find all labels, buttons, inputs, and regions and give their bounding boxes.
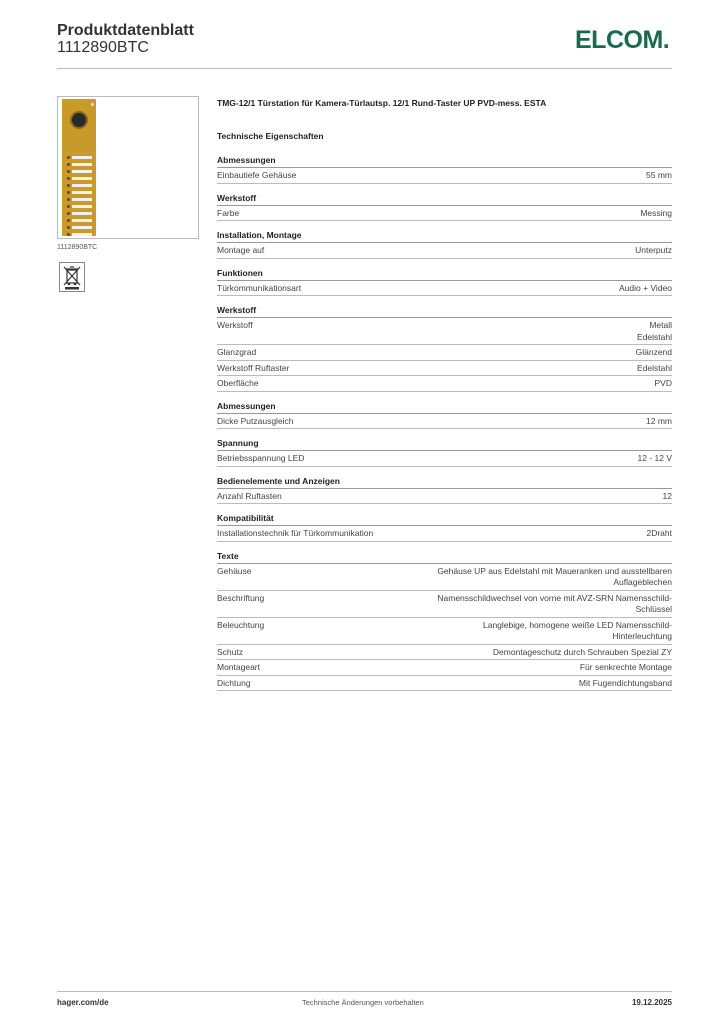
call-button <box>67 198 70 201</box>
name-label-rows <box>67 155 93 239</box>
call-button-row <box>67 176 93 181</box>
call-button <box>67 191 70 194</box>
spec-label: Schutz <box>217 646 243 657</box>
spec-row <box>217 451 672 467</box>
spec-row <box>217 564 672 591</box>
document-title: Produktdatenblatt <box>57 22 194 39</box>
name-label-slot <box>72 205 92 208</box>
spec-label: Montageart <box>217 662 260 672</box>
spec-group <box>217 551 672 692</box>
call-button-row <box>67 204 93 209</box>
spec-row <box>217 168 672 184</box>
header-divider <box>57 68 672 69</box>
spec-group <box>217 268 672 297</box>
name-label-slot <box>72 156 92 159</box>
call-button-row <box>67 218 93 223</box>
spec-group <box>217 476 672 505</box>
spec-group-title: Texte <box>217 551 672 564</box>
name-label-slot <box>72 219 92 222</box>
spec-group <box>217 155 672 184</box>
spec-value: 12 <box>662 490 672 501</box>
call-button-row <box>67 211 93 216</box>
spec-value: Mit Fugendichtungsband <box>578 677 672 688</box>
spec-label: Anzahl Ruftasten <box>217 490 282 501</box>
led-indicator <box>91 103 94 106</box>
footer-date: 19.12.2025 <box>631 998 672 1007</box>
spec-label: Installationstechnik für Türkommunikation <box>217 528 374 538</box>
call-button <box>67 163 70 166</box>
spec-row <box>217 618 672 645</box>
call-button <box>67 212 70 215</box>
spec-group-title: Kompatibilität <box>217 513 672 526</box>
spec-value: Unterputz <box>635 245 672 255</box>
spec-row <box>217 243 672 259</box>
spec-label: Dichtung <box>217 677 251 688</box>
spec-value: 2Draht <box>646 528 672 538</box>
spec-label: Beschriftung <box>217 592 265 603</box>
product-title: TMG-12/1 Türstation für Kamera-Türlautsp. 12/1 Rund-Taster UP PVD-mess. ESTA <box>217 98 547 108</box>
spec-row <box>217 676 672 692</box>
spec-group-title: Abmessungen <box>217 401 672 414</box>
spec-row <box>217 376 672 392</box>
spec-label: Beleuchtung <box>217 619 265 630</box>
spec-label: Glanzgrad <box>217 347 257 357</box>
call-button <box>67 226 70 229</box>
call-button-row <box>67 162 93 167</box>
call-button-row <box>67 190 93 195</box>
product-image <box>57 96 199 239</box>
spec-group-title: Abmessungen <box>217 155 672 168</box>
spec-value: Für senkrechte Montage <box>579 662 672 672</box>
name-label-slot <box>72 198 92 201</box>
spec-group-title: Funktionen <box>217 268 672 281</box>
name-label-slot <box>72 191 92 194</box>
door-station-plate <box>62 99 96 236</box>
spec-row <box>217 526 672 542</box>
spec-group <box>217 438 672 467</box>
spec-value: Metall Edelstahl <box>637 320 672 342</box>
name-label-slot <box>72 170 92 173</box>
spec-label: Werkstoff <box>217 320 253 330</box>
footer-note: Technische Änderungen vorbehalten <box>302 998 424 1007</box>
spec-label: Betriebsspannung LED <box>217 453 305 463</box>
spec-value: 12 - 12 V <box>637 453 672 463</box>
call-button-row <box>67 225 93 230</box>
spec-row <box>217 345 672 361</box>
spec-row <box>217 414 672 430</box>
spec-group-title: Werkstoff <box>217 193 672 206</box>
spec-table <box>217 155 672 700</box>
spec-value: Namensschildwechsel von vorne mit AVZ-SRN Namensschild- Schlüssel <box>437 592 672 614</box>
call-button <box>67 177 70 180</box>
spec-label: Türkommunikationsart <box>217 282 302 293</box>
spec-row <box>217 660 672 676</box>
spec-group-title: Werkstoff <box>217 305 672 318</box>
elcom-logo: ELCOM. <box>575 26 670 54</box>
spec-row <box>217 361 672 377</box>
spec-row <box>217 645 672 661</box>
spec-row <box>217 591 672 618</box>
spec-label: Werkstoff Ruftaster <box>217 362 290 373</box>
spec-group-title: Installation, Montage <box>217 230 672 243</box>
call-button-row <box>67 169 93 174</box>
spec-value: 55 mm <box>646 170 672 180</box>
spec-label: Einbautiefe Gehäuse <box>217 170 297 180</box>
spec-group-title: Spannung <box>217 438 672 451</box>
call-button <box>67 156 70 159</box>
spec-value: Langlebige, homogene weiße LED Namensschild- Hinterleuchtung <box>483 619 672 641</box>
spec-value: Audio + Video <box>618 282 672 293</box>
spec-value: Glänzend <box>635 347 672 357</box>
spec-group-title: Bedienelemente und Anzeigen <box>217 476 672 489</box>
camera-icon <box>70 111 88 129</box>
crossed-out-bin-icon <box>59 262 85 292</box>
spec-group <box>217 230 672 259</box>
spec-value: Gehäuse UP aus Edelstahl mit Maueranken und ausstellbaren Auflageblechen <box>437 565 672 587</box>
call-button-row <box>67 183 93 188</box>
name-label-slot <box>72 226 92 229</box>
spec-row <box>217 318 672 345</box>
call-button-row <box>67 197 93 202</box>
name-label-slot <box>72 177 92 180</box>
call-button <box>67 219 70 222</box>
footer-website: hager.com/de <box>57 998 109 1007</box>
spec-label: Farbe <box>217 207 240 218</box>
image-caption: 1112890BTC <box>57 244 98 251</box>
spec-row <box>217 281 672 297</box>
footer-divider <box>57 991 672 992</box>
spec-value: Edelstahl <box>637 362 672 373</box>
call-button-row <box>67 155 93 160</box>
name-label-slot <box>72 184 92 187</box>
call-button <box>67 184 70 187</box>
article-number: 1112890BTC <box>57 39 149 56</box>
call-button <box>67 233 70 236</box>
section-heading: Technische Eigenschaften <box>217 131 324 141</box>
name-label-slot <box>72 163 92 166</box>
spec-group <box>217 513 672 542</box>
spec-group <box>217 305 672 392</box>
spec-row <box>217 489 672 505</box>
spec-group <box>217 401 672 430</box>
spec-label: Oberfläche <box>217 378 259 388</box>
spec-row <box>217 206 672 222</box>
spec-label: Dicke Putzausgleich <box>217 415 294 426</box>
name-label-slot <box>72 233 92 236</box>
spec-label: Gehäuse <box>217 565 252 576</box>
call-button-row <box>67 232 93 237</box>
spec-value: Demontageschutz durch Schrauben Spezial ZY <box>492 646 672 657</box>
spec-label: Montage auf <box>217 245 265 255</box>
spec-value: PVD <box>654 378 672 388</box>
call-button <box>67 205 70 208</box>
spec-value: Messing <box>640 207 672 218</box>
name-label-slot <box>72 212 92 215</box>
call-button <box>67 170 70 173</box>
spec-value: 12 mm <box>646 415 672 426</box>
spec-group <box>217 193 672 222</box>
